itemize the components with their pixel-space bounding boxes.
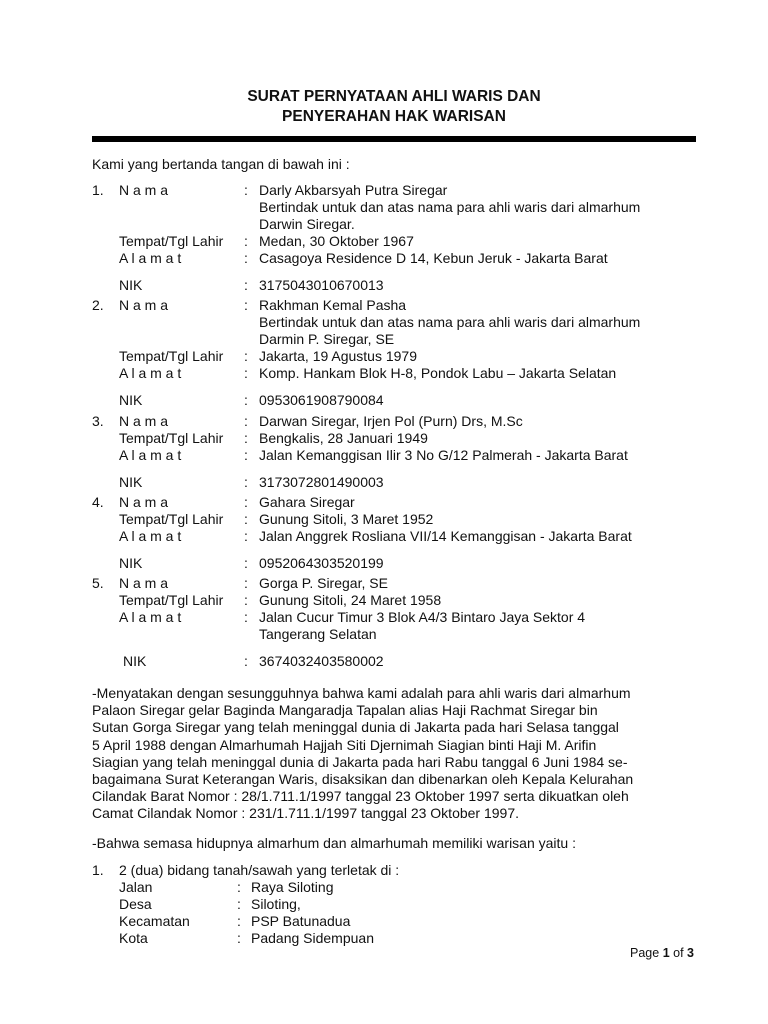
statement-line: Cilandak Barat Nomor : 28/1.711.1/1997 tanggal 23 Oktober 1997 serta dikuatkan oleh — [92, 788, 629, 805]
separator: : — [244, 182, 248, 198]
statement-line: Palaon Siregar gelar Baginda Mangaradja Tapalan alias Haji Rachmat Siregar bin — [92, 702, 598, 719]
separator: : — [237, 930, 241, 946]
person-address: Casagoya Residence D 14, Kebun Jeruk - Jakarta Barat — [259, 250, 608, 266]
separator: : — [244, 430, 248, 446]
person-name: Darwan Siregar, Irjen Pol (Purn) Drs, M.Sc — [259, 413, 523, 429]
nik-label: NIK — [119, 474, 143, 490]
alamat-label: A l a m a t — [119, 365, 182, 381]
nama-label: N a m a — [119, 182, 169, 198]
asset-field-value: Padang Sidempuan — [251, 930, 374, 946]
person-number: 5. — [92, 575, 104, 591]
inheritance-intro: -Bahwa semasa hidupnya almarhum dan almarhumah memiliki warisan yaitu : — [92, 835, 576, 851]
separator: : — [237, 879, 241, 895]
ttl-label: Tempat/Tgl Lahir — [119, 233, 224, 249]
person-number: 4. — [92, 494, 104, 510]
statement-line: -Menyatakan dengan sesungguhnya bahwa kami adalah para ahli waris dari almarhum — [92, 685, 631, 701]
separator: : — [244, 447, 248, 463]
separator: : — [244, 609, 248, 625]
person-number: 3. — [92, 413, 104, 429]
separator: : — [244, 392, 248, 408]
person-name: Gahara Siregar — [259, 494, 355, 510]
asset-field-label: Desa — [119, 896, 152, 912]
person-address: Jalan Kemanggisan Ilir 3 No G/12 Palmerah - Jakarta Barat — [259, 447, 628, 463]
separator: : — [237, 913, 241, 929]
asset-field-label: Kecamatan — [119, 913, 190, 929]
nik-label: NIK — [119, 392, 143, 408]
statement-line: bagaimana Surat Keterangan Waris, disaksikan dan dibenarkan oleh Kepala Kelurahan — [92, 771, 634, 788]
person-nik: 0953061908790084 — [259, 392, 384, 408]
separator: : — [244, 653, 248, 669]
document-title-line-2: PENYERAHAN HAK WARISAN — [282, 108, 506, 125]
separator: : — [244, 233, 248, 249]
separator: : — [244, 592, 248, 608]
separator: : — [244, 474, 248, 490]
asset-field-label: Kota — [119, 930, 148, 946]
page-number: Page 1 of 3 — [630, 946, 694, 960]
statement-line: Camat Cilandak Nomor : 231/1.711.1/1997 tanggal 23 Oktober 1997. — [92, 805, 520, 822]
separator: : — [237, 896, 241, 912]
separator: : — [244, 413, 248, 429]
separator: : — [244, 528, 248, 544]
title-divider — [92, 136, 696, 142]
separator: : — [244, 277, 248, 293]
nik-label: NIK — [123, 653, 147, 669]
nik-label: NIK — [119, 277, 143, 293]
person-nik: 3674032403580002 — [259, 653, 384, 669]
alamat-label: A l a m a t — [119, 528, 182, 544]
nama-label: N a m a — [119, 297, 169, 313]
person-name: Rakhman Kemal Pasha — [259, 297, 407, 313]
person-number: 1. — [92, 182, 104, 198]
person-birth: Gunung Sitoli, 3 Maret 1952 — [259, 511, 434, 527]
nama-label: N a m a — [119, 575, 169, 591]
alamat-label: A l a m a t — [119, 609, 182, 625]
separator: : — [244, 575, 248, 591]
statement-line: Siagian yang telah meninggal dunia di Jakarta pada hari Rabu tanggal 6 Juni 1984 se- — [92, 753, 628, 770]
separator: : — [244, 555, 248, 571]
separator: : — [244, 297, 248, 313]
asset-field-value: Raya Siloting — [251, 879, 334, 895]
person-name: Darly Akbarsyah Putra Siregar — [259, 182, 448, 198]
asset-field-value: Siloting, — [251, 896, 301, 912]
asset-number: 1. — [92, 862, 104, 878]
intro-text: Kami yang bertanda tangan di bawah ini : — [92, 156, 350, 172]
statement-line: 5 April 1988 dengan Almarhumah Hajjah Siti Djernimah Siagian binti Haji M. Arifin — [92, 736, 597, 753]
person-address: Komp. Hankam Blok H-8, Pondok Labu – Jakarta Selatan — [259, 365, 617, 381]
nama-label: N a m a — [119, 494, 169, 510]
person-number: 2. — [92, 297, 104, 313]
person-nik: 3175043010670013 — [259, 277, 384, 293]
alamat-label: A l a m a t — [119, 447, 182, 463]
ttl-label: Tempat/Tgl Lahir — [119, 430, 224, 446]
person-birth: Medan, 30 Oktober 1967 — [259, 233, 414, 249]
nama-label: N a m a — [119, 413, 169, 429]
asset-field-label: Jalan — [119, 879, 153, 895]
separator: : — [244, 365, 248, 381]
person-address: Tangerang Selatan — [259, 626, 377, 642]
person-birth: Gunung Sitoli, 24 Maret 1958 — [259, 592, 442, 608]
statement-paragraph — [92, 685, 695, 823]
document-title-line-1: SURAT PERNYATAAN AHLI WARIS DAN — [247, 88, 541, 105]
person-note: Darmin P. Siregar, SE — [259, 331, 395, 347]
separator: : — [244, 250, 248, 266]
ttl-label: Tempat/Tgl Lahir — [119, 511, 224, 527]
person-nik: 3173072801490003 — [259, 474, 384, 490]
asset-description: 2 (dua) bidang tanah/sawah yang terletak di : — [119, 862, 400, 878]
person-note: Darwin Siregar. — [259, 216, 355, 232]
nik-label: NIK — [119, 555, 143, 571]
person-birth: Bengkalis, 28 Januari 1949 — [259, 430, 428, 446]
separator: : — [244, 348, 248, 364]
ttl-label: Tempat/Tgl Lahir — [119, 348, 224, 364]
person-address: Jalan Anggrek Rosliana VII/14 Kemanggisan - Jakarta Barat — [259, 528, 632, 544]
asset-field-value: PSP Batunadua — [251, 913, 351, 929]
person-note: Bertindak untuk dan atas nama para ahli waris dari almarhum — [259, 314, 641, 330]
person-note: Bertindak untuk dan atas nama para ahli waris dari almarhum — [259, 199, 641, 215]
ttl-label: Tempat/Tgl Lahir — [119, 592, 224, 608]
person-name: Gorga P. Siregar, SE — [259, 575, 388, 591]
person-birth: Jakarta, 19 Agustus 1979 — [259, 348, 417, 364]
person-nik: 0952064303520199 — [259, 555, 384, 571]
statement-line: Sutan Gorga Siregar yang telah meninggal dunia di Jakarta pada hari Selasa tanggal — [92, 719, 619, 736]
alamat-label: A l a m a t — [119, 250, 182, 266]
separator: : — [244, 494, 248, 510]
separator: : — [244, 511, 248, 527]
person-address: Jalan Cucur Timur 3 Blok A4/3 Bintaro Jaya Sektor 4 — [259, 609, 586, 625]
